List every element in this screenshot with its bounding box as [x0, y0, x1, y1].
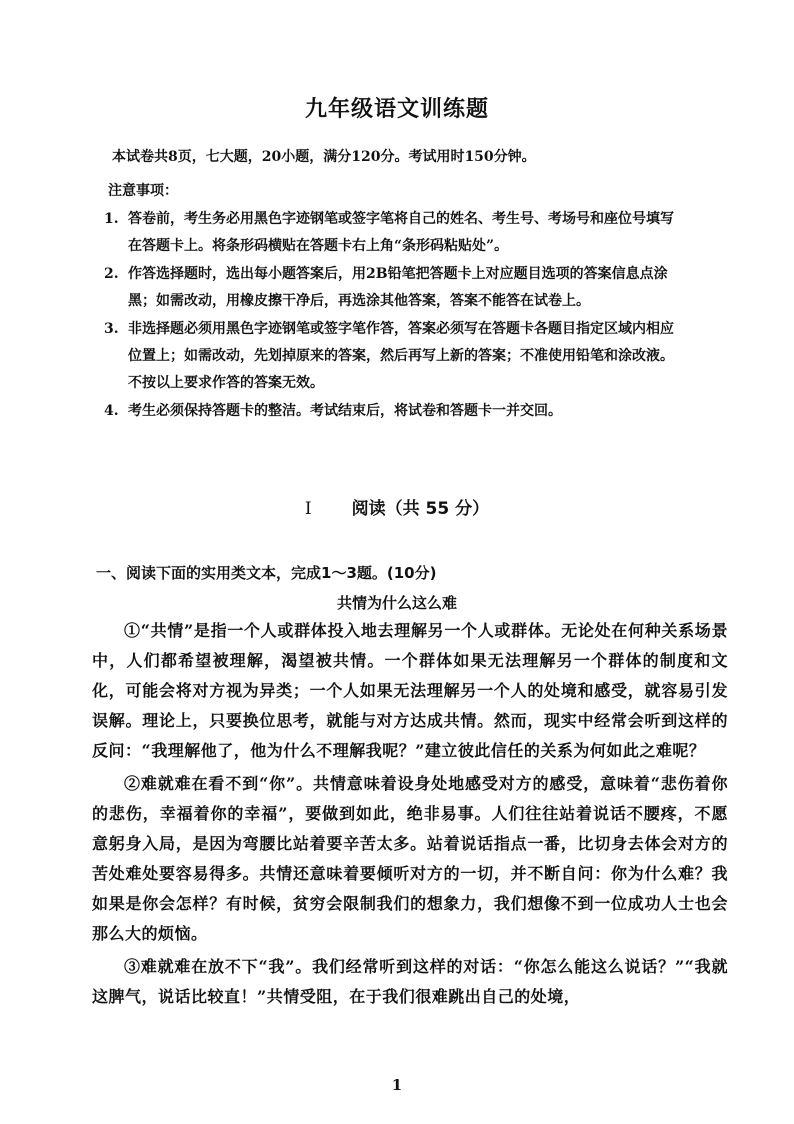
notice-list [104, 206, 684, 426]
article-body [92, 616, 728, 1015]
notice-number: 4. [104, 403, 119, 419]
question-heading: 一、阅读下面的实用类文本，完成1～3题。(10分) [96, 564, 437, 582]
article-paragraph: ③难就难在放不下“我”。我们经常听到这样的对话：“你怎么能这么说话？”“我就这脾气，说话比较直！”共情受阻，在于我们很难跳出自己的处境， [92, 957, 728, 1006]
page-title: 九年级语文训练题 [304, 97, 489, 122]
notice-item [104, 398, 684, 425]
notice-item [104, 316, 684, 397]
notice-text: 答卷前，考生务必用黑色字迹钢笔或签字笔将自己的姓名、考生号、考场号和座位号填写在答题卡上。将条形码横贴在答题卡右上角“条形码粘贴处”。 [128, 211, 674, 254]
notice-text: 非选择题必须用黑色字迹钢笔或签字笔作答，答案必须写在答题卡各题目指定区域内相应位置上；如需改动，先划掉原来的答案，然后再写上新的答案；不准使用铅笔和涂改液。不按以上要求作答的答案无效。 [128, 321, 674, 391]
article-paragraph: ①“共情”是指一个人或群体投入地去理解另一个人或群体。无论处在何种关系场景中，人们都希望被理解，渴望被共情。一个群体如果无法理解另一个群体的制度和文化，可能会将对方视为异类；一个人如果无法理解另一个人的处境和感受，就容易引发误解。理论上，只要换位思考，就能与对方达成共情。然而，现实中经常会听到这样的反问：“我理解他了，他为什么不理解我呢？”建立彼此信任的关系为何如此之难呢？ [92, 621, 728, 760]
notice-item [104, 206, 684, 260]
notice-text: 作答选择题时，选出每小题答案后，用2B铅笔把答题卡上对应题目选项的答案信息点涂黑；如需改动，用橡皮擦干净后，再选涂其他答案，答案不能答在试卷上。 [128, 266, 668, 309]
article-title: 共情为什么这么难 [336, 594, 457, 612]
article-paragraph: ②难就难在看不到“你”。共情意味着设身处地感受对方的感受，意味着“悲伤着你的悲伤，幸福着你的幸福”，要做到如此，绝非易事。人们往往站着说话不腰疼，不愿意躬身入局，是因为弯腰比站着要辛苦太多。站着说话指点一番，比切身去体会对方的苦处难处要容易得多。共情还意味着要倾听对方的一切，并不断自问：你为什么难？我如果是你会怎样？有时候，贫穷会限制我们的想象力，我们想像不到一位成功人士也会那么大的烦恼。 [92, 774, 728, 943]
notice-number: 3. [104, 321, 119, 337]
notice-number: 1. [104, 211, 119, 227]
page-number: 1 [391, 1076, 403, 1094]
notice-label: 注意事项： [108, 183, 178, 199]
section-roman-numeral: I [304, 499, 312, 519]
notice-item [104, 261, 684, 315]
notice-text: 考生必须保持答题卡的整洁。考试结束后，将试卷和答题卡一并交回。 [128, 403, 562, 419]
exam-intro: 本试卷共8页，七大题，20小题，满分120分。考试用时150分钟。 [112, 149, 536, 165]
notice-number: 2. [104, 266, 119, 282]
section-heading [0, 494, 794, 519]
section-title: 阅读（共 55 分） [351, 499, 490, 519]
